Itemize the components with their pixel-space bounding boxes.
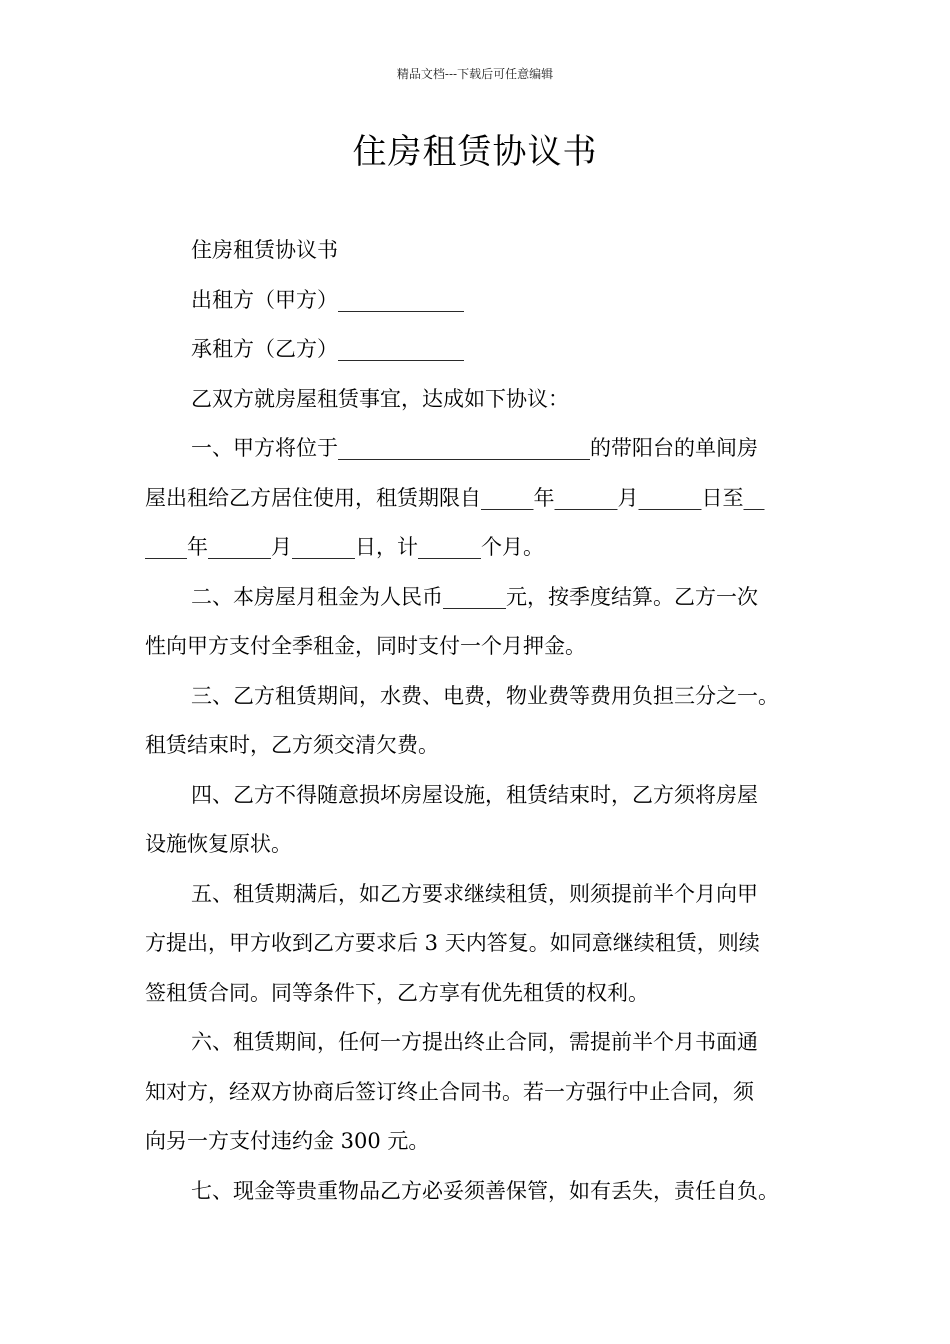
text-line: 向另一方支付违约金 300 元。 (145, 1129, 430, 1153)
text-line: ____年______月______日，计______个月。 (145, 535, 544, 559)
text-line: 六、租赁期间，任何一方提出终止合同，需提前半个月书面通 (191, 1030, 758, 1054)
text-line: 性向甲方支付全季租金，同时支付一个月押金。 (145, 634, 586, 658)
text-line: 设施恢复原状。 (145, 832, 292, 856)
text-line: 乙双方就房屋租赁事宜，达成如下协议： (191, 386, 569, 411)
text-line: 五、租赁期满后，如乙方要求继续租赁，则须提前半个月向甲 (191, 881, 758, 906)
text-line: 四、乙方不得随意损坏房屋设施，租赁结束时，乙方须将房屋 (191, 782, 758, 807)
text-line: 租赁结束时，乙方须交清欠费。 (145, 733, 439, 757)
text-line: 一、甲方将位于________________________的带阳台的单间房 (191, 436, 758, 460)
text-line: 知对方，经双方协商后签订终止合同书。若一方强行中止合同，须 (145, 1079, 754, 1104)
text-line: 屋出租给乙方居住使用，租赁期限自_____年______月______日至__ (145, 485, 765, 510)
text-line: 出租方（甲方）____________ (191, 287, 464, 312)
text-line: 三、乙方租赁期间，水费、电费，物业费等费用负担三分之一。 (191, 683, 779, 708)
header-note: 精品文档---下载后可任意编辑 (396, 67, 554, 81)
text-line: 七、现金等贵重物品乙方必妥须善保管，如有丢失，责任自负。 (191, 1178, 779, 1203)
text-line: 住房租赁协议书 (191, 238, 338, 262)
document-body (145, 226, 835, 1216)
text-line: 承租方（乙方）____________ (191, 337, 464, 361)
text-line: 二、本房屋月租金为人民币______元，按季度结算。乙方一次 (191, 584, 758, 609)
text-line: 方提出，甲方收到乙方要求后 3 天内答复。如同意继续租赁，则续 (145, 931, 760, 955)
text-line: 签租赁合同。同等条件下，乙方享有优先租赁的权利。 (145, 980, 649, 1005)
document-title: 住房租赁协议书 (352, 132, 598, 172)
